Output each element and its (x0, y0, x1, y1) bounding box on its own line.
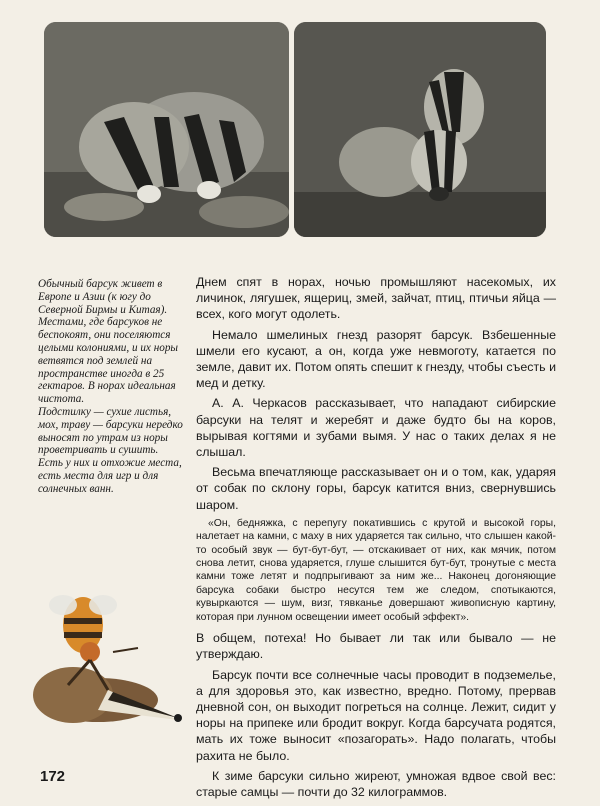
caption-paragraph: Подстилку — сухие листья, мох, траву — барсуки нередко выносят по утрам из норы проветривать и сушить. (38, 405, 183, 457)
badger-photo-left (44, 22, 289, 237)
page-number: 172 (40, 768, 66, 785)
main-text (196, 274, 556, 804)
body-paragraph: Днем спят в норах, ночью промышляют насекомых, их личинок, лягушек, ящериц, змей, зайчат, птиц, птичьи яйца — всех, кого могут одолеть. (196, 275, 556, 322)
quote-block: «Он, бедняжка, с перепугу покатившись с крутой и высокой горы, налетает на камни, с маху в них ударяется так сильно, что слышен какой-то особый звук — бут-бут-бут, — отскакивает от них, как мячик, потом снова летит, снова ударяется, глуше слышится бут-бут, тронутые с места камни тоже летят и подпрыгивают за ним же... Наконец догоняющие барсука собаки быстро несутся тем же следом, спотыкаются, кувыркаются — шум, визг, тявканье довершают живописную картину, которая при лунном освещении имеет особый эффект». (196, 517, 556, 623)
body-paragraph: Барсук почти все солнечные часы проводит в подземелье, а для здоровья это, как известно, вредно. Потому, прервав дневной сон, он выходит погреться на солнце. Лежит, сидит у норы на припеке или бродит вокруг. Когда барсучата родятся, мать их тоже выносит «позагорать». Надо полагать, чтобы рахита не было. (196, 667, 556, 763)
badger-photo-right (294, 22, 546, 237)
caption-paragraph: Местами, где барсуков не беспокоят, они поселяются целыми колониями, и их норы ветвятся под землей на пространстве иногда в 25 гектаров. В норах идеальная чистота. (38, 316, 179, 406)
caption-paragraph: Есть у них и отхожие места, есть места для игр и для солнечных ванн. (38, 457, 182, 495)
badger-bee-illustration (28, 590, 193, 730)
body-paragraph: Немало шмелиных гнезд разорят барсук. Взбешенные шмели его кусают, а он, когда уже невмоготу, катается по земле, давит их. Потом опять спешит к гнезду, чтобы съесть и мед и детку. (196, 327, 556, 391)
side-caption (38, 278, 183, 496)
body-paragraph: Весьма впечатляюще рассказывает он и о том, как, ударяя от собак по склону горы, барсук катится вниз, свернувшись шаром. (196, 465, 556, 512)
body-paragraph: В общем, потеха! Но бывает ли так или бывало — не утверждаю. (196, 631, 556, 662)
caption-paragraph: Обычный барсук живет в Европе и Азии (к югу до Северной Бирмы и Китая). (38, 278, 168, 316)
body-paragraph: К зиме барсуки сильно жиреют, умножая вдвое свой вес: старые самцы — почти до 32 килограммов. (196, 768, 556, 799)
body-paragraph: А. А. Черкасов рассказывает, что нападают сибирские барсуки на телят и жеребят и даже будто бы на коров, вырывая когтями и зубами вымя. У нас о таких делах я не слышал. (196, 396, 556, 460)
